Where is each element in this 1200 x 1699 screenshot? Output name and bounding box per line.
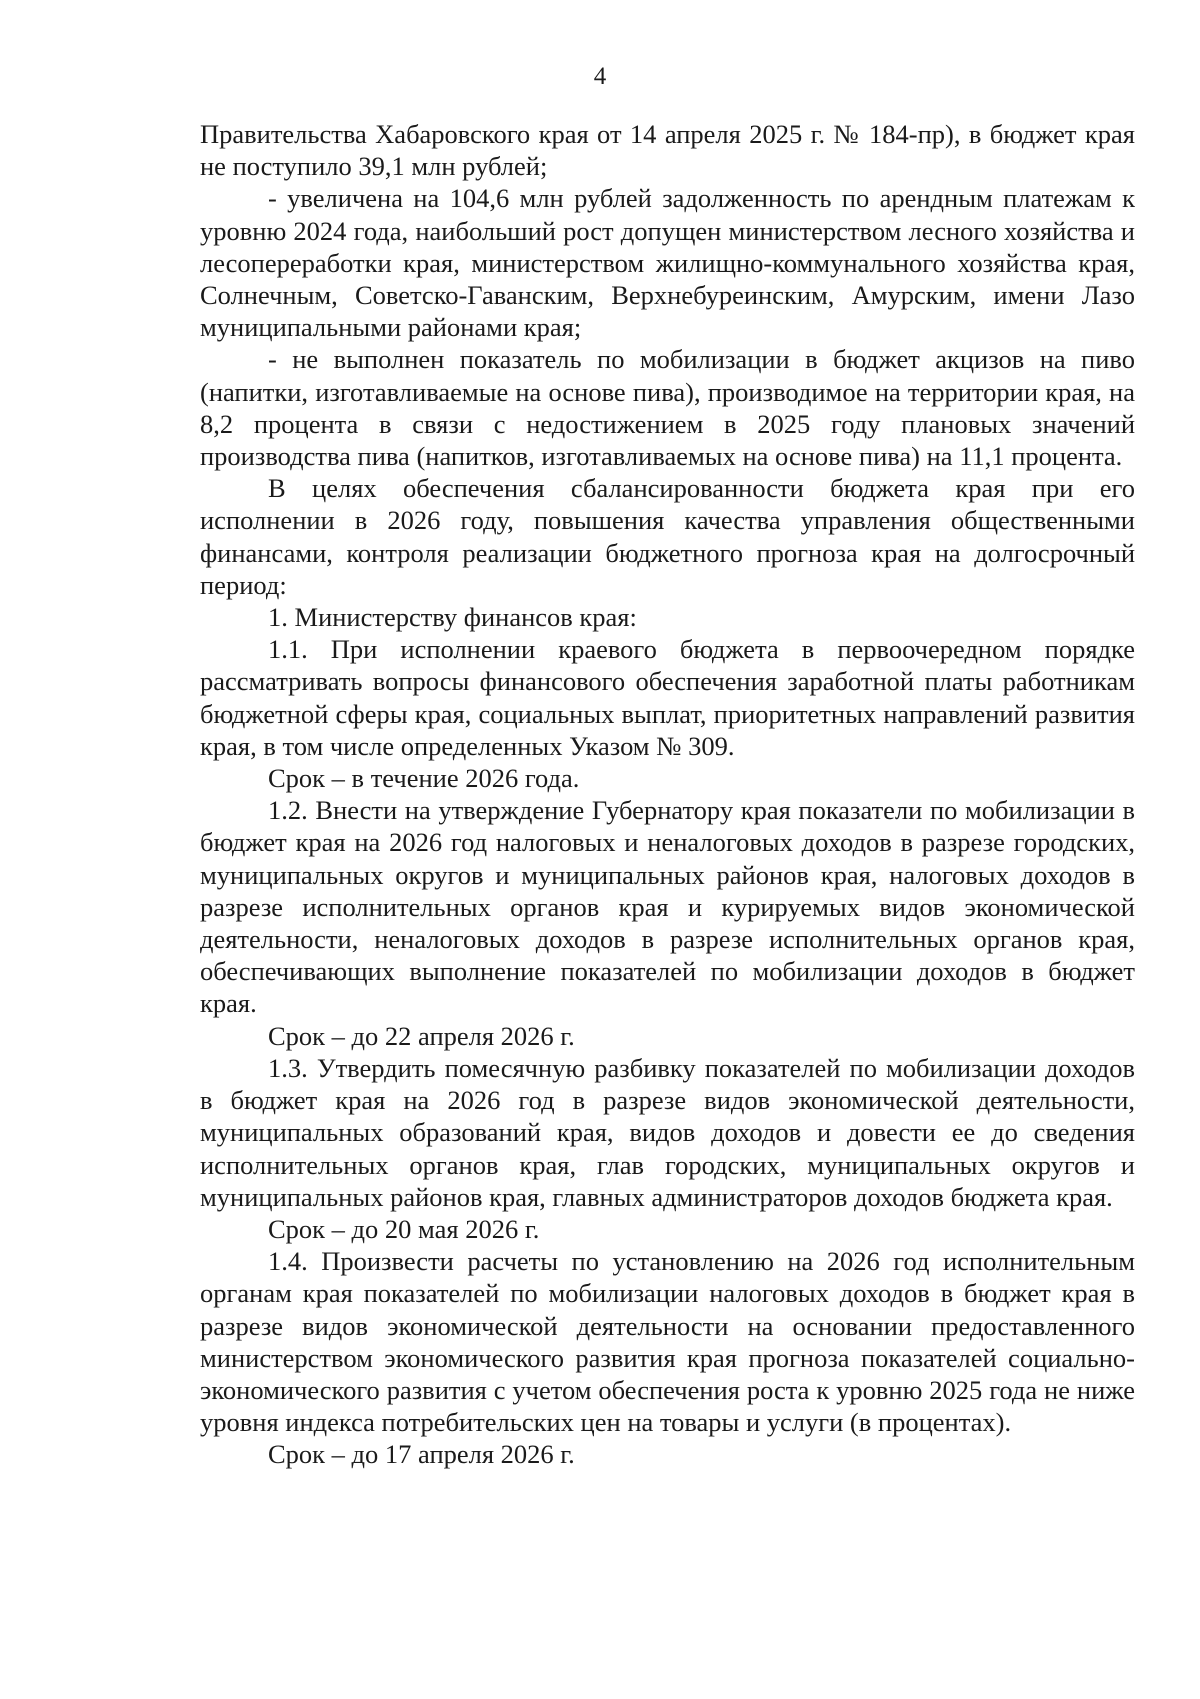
page-number: 4 [593, 63, 607, 90]
document-body [200, 118, 1135, 1471]
paragraph-item-1: 1. Министерству финансов края: [268, 602, 637, 633]
deadline-item-1-1: Срок – в течение 2026 года. [268, 763, 580, 794]
paragraph-item-1-4: 1.4. Произвести расчеты по установлению на 2026 год исполнительным органам края показателей по мобилизации налоговых доходов в бюджет края в разрезе видов экономической деятельности на основании предоставленного министерством экономического развития края прогноза показателей социально-экономического развития с учетом обеспечения роста к уровню 2025 года не ниже уровня индекса потребительских цен на товары и услуги (в процентах). [200, 1246, 1135, 1438]
paragraph-rent-debt: - увеличена на 104,6 млн рублей задолженность по арендным платежам к уровню 2024 года, наибольший рост допущен министерством лесного хозяйства и лесопереработки края, министерством жилищно-коммунального хозяйства края, Солнечным, Советско-Гаванским, Верхнебуреинским, Амурским, имени Лазо муниципальными районами края; [200, 183, 1135, 343]
deadline-item-1-3: Срок – до 20 мая 2026 г. [268, 1213, 540, 1244]
deadline-item-1-4: Срок – до 17 апреля 2026 г. [268, 1439, 575, 1470]
paragraph-item-1-1: 1.1. При исполнении краевого бюджета в первоочередном порядке рассматривать вопросы финансового обеспечения заработной платы работникам бюджетной сферы края, социальных выплат, приоритетных направлений развития края, в том числе определенных Указом № 309. [200, 634, 1135, 761]
deadline-item-1-2: Срок – до 22 апреля 2026 г. [268, 1020, 575, 1051]
paragraph-purpose: В целях обеспечения сбалансированности бюджета края при его исполнении в 2026 году, повышения качества управления общественными финансами, контроля реализации бюджетного прогноза края на долгосрочный период: [200, 473, 1135, 600]
paragraph-item-1-3: 1.3. Утвердить помесячную разбивку показателей по мобилизации доходов в бюджет края на 2026 год в разрезе видов экономической деятельности, муниципальных образований края, видов доходов и довести ее до сведения исполнительных органов края, глав городских, муниципальных округов и муниципальных районов края, главных администраторов доходов бюджета края. [200, 1052, 1135, 1212]
paragraph-item-1-2: 1.2. Внести на утверждение Губернатору края показатели по мобилизации в бюджет края на 2026 год налоговых и неналоговых доходов в разрезе городских, муниципальных округов и муниципальных районов края, налоговых доходов в разрезе исполнительных органов края и курируемых видов экономической деятельности, неналоговых доходов в разрезе исполнительных органов края, обеспечивающих выполнение показателей по мобилизации доходов в бюджет края. [200, 795, 1135, 1019]
paragraph-continuation: Правительства Хабаровского края от 14 апреля 2025 г. № 184-пр), в бюджет края не поступило 39,1 млн рублей; [200, 119, 1135, 182]
paragraph-beer-excise: - не выполнен показатель по мобилизации в бюджет акцизов на пиво (напитки, изготавливаемые на основе пива), производимое на территории края, на 8,2 процента в связи с недостижением в 2025 году плановых значений производства пива (напитков, изготавливаемых на основе пива) на 11,1 процента. [200, 344, 1135, 472]
